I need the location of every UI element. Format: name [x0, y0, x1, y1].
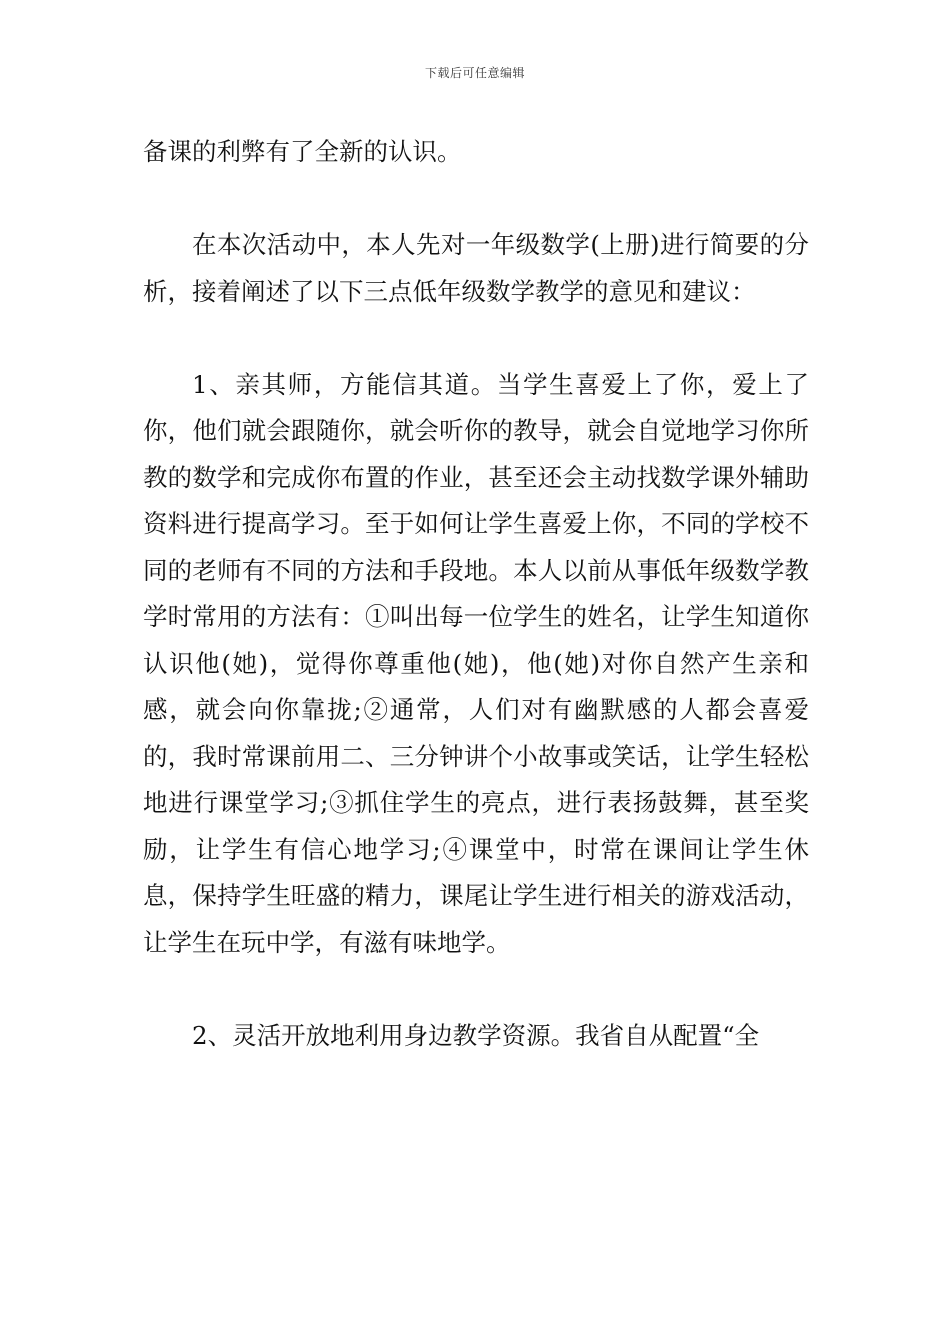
paragraph-point-2: 2、灵活开放地利用身边教学资源。我省自从配置“全	[192, 1020, 760, 1050]
page-header: 下载后可任意编辑	[424, 66, 525, 80]
document-body	[143, 129, 809, 1059]
paragraph-point-1: 1、亲其师，方能信其道。当学生喜爱上了你，爱上了你，他们就会跟随你，就会听你的教导，就会自觉地学习你所教的数学和完成你布置的作业，甚至还会主动找数学课外辅助资料进行提高学习。至于如何让学生喜爱上你，不同的学校不同的老师有不同的方法和手段地。本人以前从事低年级数学教学时常用的方法有：①叫出每一位学生的姓名，让学生知道你认识他(她)，觉得你尊重他(她)，他(她)对你自然产生亲和感，就会向你靠拢;②通常，人们对有幽默感的人都会喜爱的，我时常课前用二、三分钟讲个小故事或笑话，让学生轻松地进行课堂学习;③抓住学生的亮点，进行表扬鼓舞，甚至奖励，让学生有信心地学习;④课堂中，时常在课间让学生休息，保持学生旺盛的精力，课尾让学生进行相关的游戏活动，让学生在玩中学，有滋有味地学。	[143, 369, 809, 957]
paragraph-gap	[143, 176, 809, 223]
paragraph-gap	[143, 966, 809, 1013]
paragraph-gap	[143, 315, 809, 362]
paragraph-intro: 在本次活动中，本人先对一年级数学(上册)进行简要的分析，接着阐述了以下三点低年级数学教学的意见和建议：	[143, 230, 809, 306]
paragraph-continuation: 备课的利弊有了全新的认识。	[143, 137, 462, 166]
